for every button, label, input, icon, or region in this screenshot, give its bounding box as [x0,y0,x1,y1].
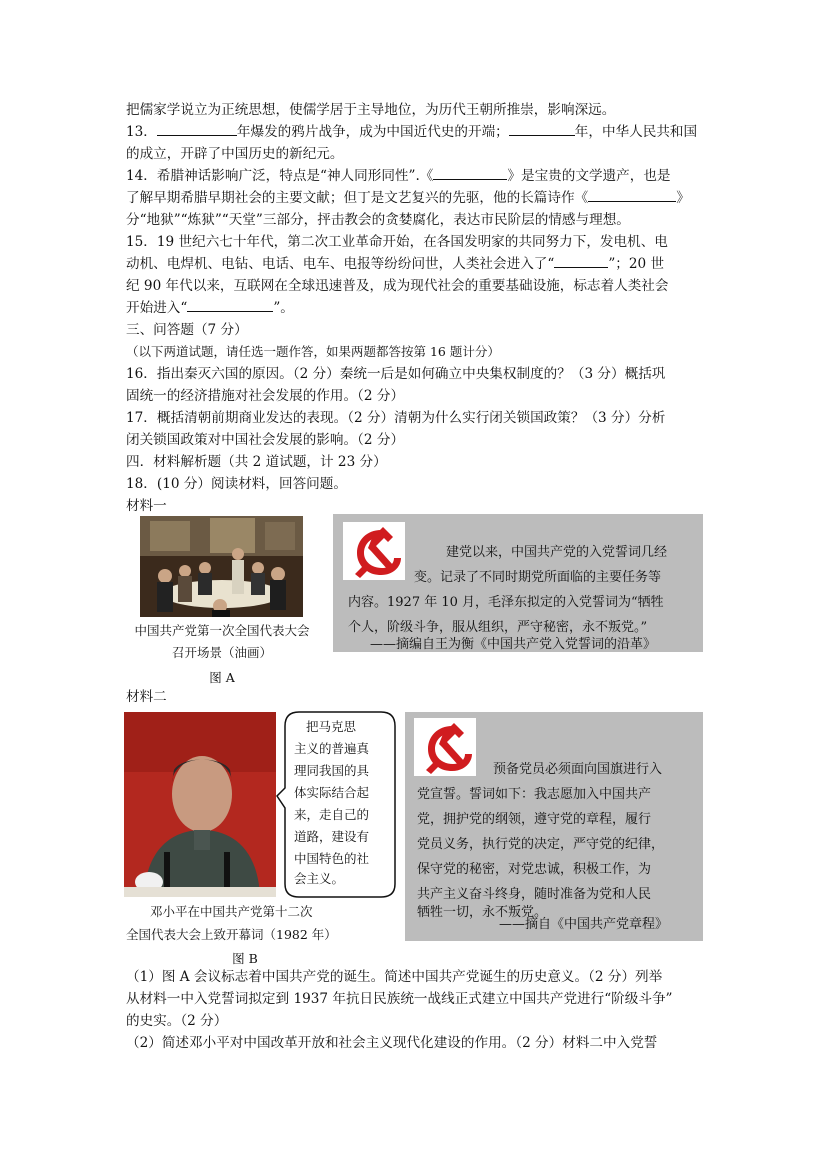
fill-blank[interactable] [554,253,608,268]
box2-line: 党宣誓。誓词如下：我志愿加入中国共产 [417,787,652,802]
part-1-line-1: （1）图 A 会议标志着中国共产党的诞生。简述中国共产党诞生的历史意义。（2 分）列举 [126,969,663,985]
box1-line: 建党以来，中国共产党的入党誓词几经 [446,545,668,560]
question-13-line-1: 13． 年爆发的鸦片战争，成为中国近代史的开端； 年，中华人民共和国 [126,121,706,143]
material-1-label: 材料一 [126,498,167,514]
box2-source: ——摘自《中国共产党章程》 [499,917,669,932]
figure-a-label: 图 A [209,670,235,685]
question-15-line-3: 纪 90 年代以来，互联网在全球迅速普及，成为现代社会的重要基础设施，标志着人类社会 [126,278,669,294]
party-emblem-icon [343,522,405,580]
box2-line: 保守党的秘密，对党忠诚，积极工作，为 [417,862,652,877]
bubble-line: 道路，建设有 [294,829,370,844]
figure-b-caption-line-1: 邓小平在中国共产党第十二次 [150,904,313,919]
text-line: 把儒家学说立为正统思想，使儒学居于主导地位，为历代王朝所推崇，影响深远。 [126,102,616,118]
fill-blank[interactable] [433,165,507,180]
deng-xiaoping-photo [124,712,276,897]
question-13-line-2: 的成立，开辟了中国历史的新纪元。 [126,146,344,162]
bubble-line: 理同我国的具 [294,763,370,778]
box2-line: 党，拥护党的纲领，遵守党的章程，履行 [417,812,652,827]
box2-line: 预备党员必须面向国旗进行入 [493,762,663,777]
box1-line: 内容。1927 年 10 月，毛泽东拟定的入党誓词为“牺牲 [348,595,664,610]
box1-line: 变。记录了不同时期党所面临的主要任务等 [414,570,662,585]
fill-blank[interactable] [509,121,575,136]
part-1-line-2: 从材料一中入党誓词拟定到 1937 年抗日民族统一战线正式建立中国共产党进行“阶级斗争” [126,991,673,1007]
question-14-line-2: 了解早期希腊早期社会的主要文献；但丁是文艺复兴的先驱，他的长篇诗作《 》 [126,187,706,209]
figure-a-caption-line-1: 中国共产党第一次全国代表大会 [134,623,310,638]
bubble-line: 体实际结合起 [294,785,370,800]
box2-line: 共产主义奋斗终身，随时准备为党和人民 [417,887,652,902]
first-congress-painting [140,516,303,617]
figure-b-caption-line-2: 全国代表大会上致开幕词（1982 年） [126,927,337,942]
question-15-line-4: 开始进入“ ”。 [126,297,706,319]
box2-line: 党员义务，执行党的决定，严守党的纪律， [417,837,665,852]
bubble-line: 中国特色的社 [294,851,370,866]
painting-image [140,516,303,617]
photo-image [124,712,276,897]
question-16-line-1: 16．指出秦灭六国的原因。（2 分）秦统一后是如何确立中央集权制度的？（3 分）概括巩 [126,366,666,382]
oath-text-box-1 [333,514,703,652]
material-2-label: 材料二 [126,689,167,705]
figure-b-label: 图 B [232,951,258,966]
bubble-line: 把马克思 [306,719,357,734]
bubble-line: 来，走自己的 [294,807,370,822]
bubble-line: 主义的普遍真 [294,741,370,756]
figure-a-caption-line-2: 召开场景（油画） [171,645,272,660]
box1-line: 个人，阶级斗争，服从组织，严守秘密，永不叛党。” [348,620,648,635]
question-17-line-1: 17．概括清朝前期商业发达的表现。（2 分）清朝为什么实行闭关锁国政策？（3 分）分析 [126,410,666,426]
question-18-intro: 18．(10 分）阅读材料，回答问题。 [126,476,347,492]
fill-blank[interactable] [187,297,273,312]
question-15-line-1: 15．19 世纪六七十年代，第二次工业革命开始，在各国发明家的共同努力下，发电机、电 [126,234,668,250]
bubble-line: 会主义。 [294,871,345,886]
section-3-note: （以下两道试题，请任选一题作答，如果两题都答按第 16 题计分） [126,344,500,359]
question-17-line-2: 闭关锁国政策对中国社会发展的影响。（2 分） [126,432,405,448]
part-2-line-1: （2）简述邓小平对中国改革开放和社会主义现代化建设的作用。（2 分）材料二中入党誓 [126,1035,658,1051]
question-15-line-2: 动机、电焊机、电钻、电话、电车、电报等纷纷问世，人类社会进入了“ ”；20 世 [126,253,706,275]
fill-blank[interactable] [157,121,237,136]
question-16-line-2: 固统一的经济措施对社会发展的作用。（2 分） [126,388,405,404]
oath-text-box-2 [405,712,703,941]
section-4-heading: 四．材料解析题（共 2 道试题，计 23 分） [126,454,387,470]
fill-blank[interactable] [588,187,676,202]
question-14-line-1: 14．希腊神话影响广泛，特点是“神人同形同性”.《 》是宝贵的文学遗产，也是 [126,165,706,187]
box2-line: 牺牲一切，永不叛党。 [417,905,548,920]
question-14-line-3: 分“地狱”“炼狱”“天堂”三部分，抨击教会的贪婪腐化，表达市民阶层的情感与理想。 [126,212,630,228]
box1-source: ——摘编自王为衡《中国共产党入党誓词的沿革》 [370,637,657,652]
section-3-heading: 三、问答题（7 分） [126,322,248,338]
party-emblem-icon [414,718,476,776]
part-1-line-3: 的史实。（2 分） [126,1013,228,1029]
